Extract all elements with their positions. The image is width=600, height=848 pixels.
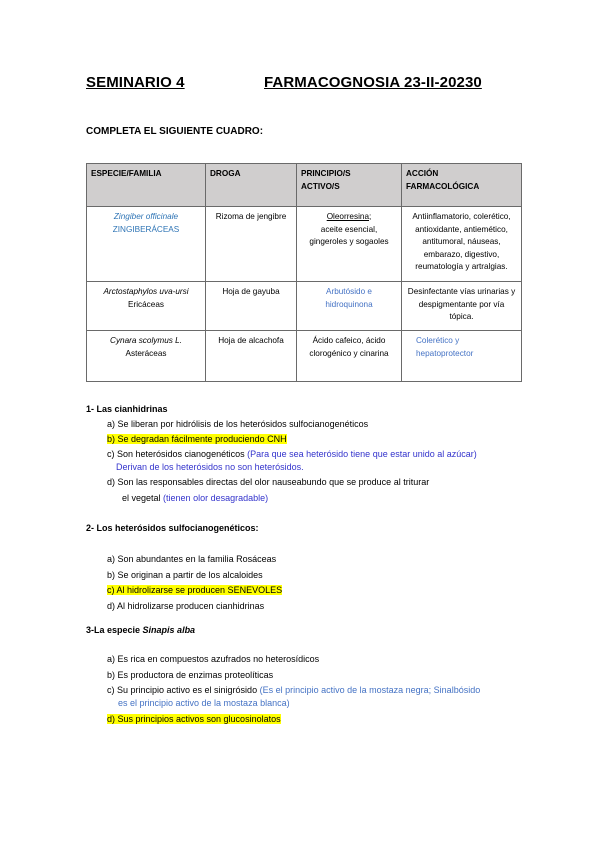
- q3-option-c: c) Su principio activo es el sinigrósido (Es el principio activo de la mostaza negra; Sinalbósido: [107, 685, 481, 695]
- instruction: COMPLETA EL SIGUIENTE CUADRO:: [86, 126, 264, 137]
- cell-principio: Ácido cafeico, ácido clorogénico y cinarina: [297, 331, 402, 382]
- q2-option-d: d) Al hidrolizarse producen cianhidrinas: [107, 601, 265, 611]
- header-principio: PRINCIPIO/S ACTIVO/S: [297, 164, 402, 207]
- pharmacognosy-table: [86, 163, 522, 382]
- cell-principio: Arbutósido e hidroquinona: [297, 282, 402, 331]
- question-3-title: 3-La especie Sinapis alba: [86, 625, 196, 635]
- q1-option-d: d) Son las responsables directas del olor nauseabundo que se produce al triturar: [107, 477, 430, 487]
- q3-option-b: b) Es productora de enzimas proteolíticas: [107, 670, 274, 680]
- header-especie: ESPECIE/FAMILIA: [87, 164, 206, 207]
- table-row: [87, 331, 522, 382]
- cell-accion: Desinfectante vías urinarias y despigmentante por vía tópica.: [402, 282, 522, 331]
- course-title: FARMACOGNOSIA 23-II-20230: [264, 74, 482, 91]
- cell-especie: Arctostaphylos uva-ursi Ericáceas: [87, 282, 206, 331]
- question-1-title: 1- Las cianhidrinas: [86, 404, 168, 414]
- seminar-title: SEMINARIO 4: [86, 74, 185, 91]
- header-accion: ACCIÓN FARMACOLÓGICA: [402, 164, 522, 207]
- cell-especie: Cynara scolymus L. Asteráceas: [87, 331, 206, 382]
- q1-option-c-note: Derivan de los heterósidos no son heterósidos.: [116, 462, 304, 472]
- q1-option-c: c) Son heterósidos cianogenéticos (Para que sea heterósido tiene que estar unido al azúcar): [107, 449, 477, 459]
- q3-option-c-note: es el principio activo de la mostaza blanca): [118, 698, 290, 708]
- cell-droga: Rizoma de jengibre: [206, 207, 297, 282]
- q2-option-a: a) Son abundantes en la familia Rosáceas: [107, 554, 277, 564]
- q1-option-b: b) Se degradan fácilmente produciendo CNH: [107, 434, 287, 444]
- question-2-title: 2- Los heterósidos sulfocianogenéticos:: [86, 523, 259, 533]
- cell-accion: Antiinflamatorio, colerético, antioxidante, antiemético, antitumoral, náuseas, embarazo, digestivo, reumatología y artralgias.: [402, 207, 522, 282]
- q3-option-a: a) Es rica en compuestos azufrados no heterosídicos: [107, 654, 320, 664]
- q2-option-c: c) Al hidrolizarse se producen SENEVOLES: [107, 585, 283, 595]
- q1-option-a: a) Se liberan por hidrólisis de los heterósidos sulfocianogenéticos: [107, 419, 369, 429]
- table-header-row: [87, 164, 522, 207]
- table-row: [87, 282, 522, 331]
- header-droga: DROGA: [206, 164, 297, 207]
- q1-option-d-cont: el vegetal (tienen olor desagradable): [122, 493, 269, 503]
- cell-especie: Zingiber officinale ZINGIBERÁCEAS: [87, 207, 206, 282]
- q2-option-b: b) Se originan a partir de los alcaloides: [107, 570, 263, 580]
- cell-accion: Colerético y hepatoprotector: [402, 331, 522, 382]
- cell-droga: Hoja de gayuba: [206, 282, 297, 331]
- cell-principio: Oleorresina; aceite esencial, gingeroles y sogaoles: [297, 207, 402, 282]
- q3-option-d: d) Sus principios activos son glucosinolatos: [107, 714, 281, 724]
- table-row: [87, 207, 522, 282]
- cell-droga: Hoja de alcachofa: [206, 331, 297, 382]
